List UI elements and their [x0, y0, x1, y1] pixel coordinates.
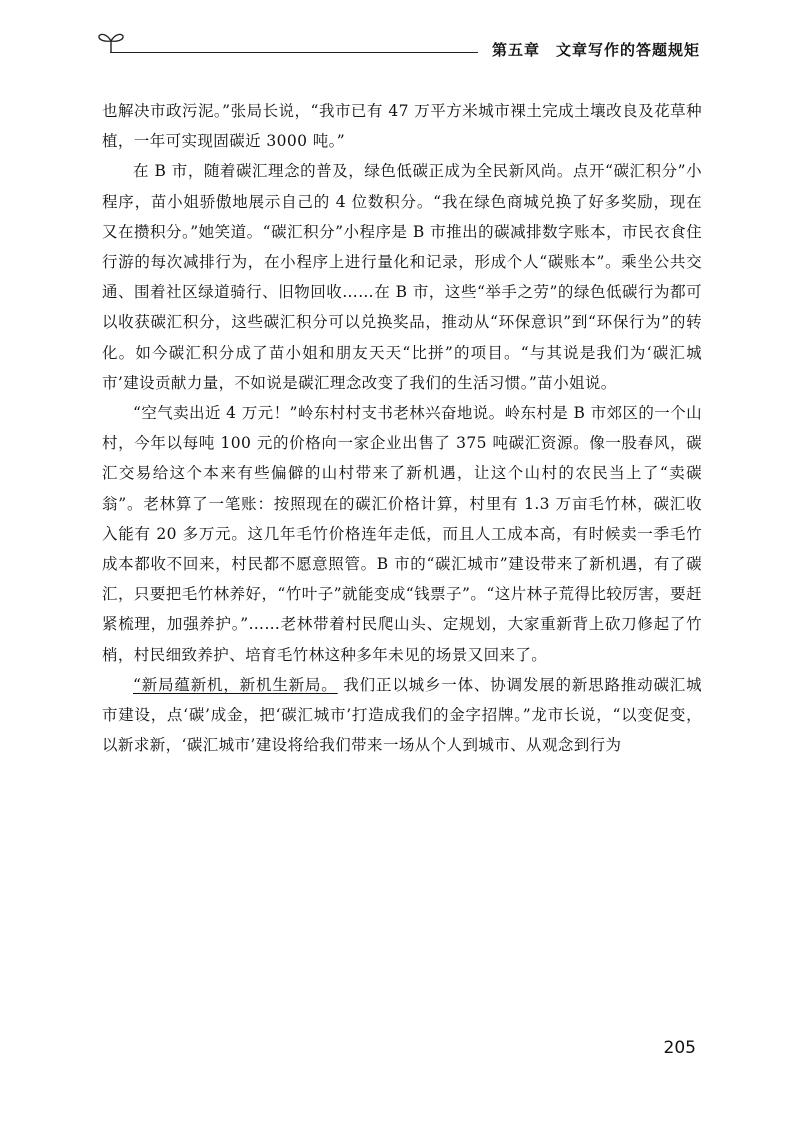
- paragraph-2: 在 B 市，随着碳汇理念的普及，绿色低碳正成为全民新风尚。点开“碳汇积分”小程序，苗小姐骄傲地展示自己的 4 位数积分。“我在绿色商城兑换了好多奖励，现在又在攒积分。”她笑道。“碳汇积分”小程序是 B 市推出的碳减排数字账本，市民衣食住行游的每次减排行为，在小程序上进行量化和记录，形成个人“碳账本”。乘坐公共交通、围着社区绿道骑行、旧物回收……在 B 市，这些“举手之劳”的绿色低碳行为都可以收获碳汇积分，这些碳汇积分可以兑换奖品，推动从“环保意识”到“环保行为”的转化。如今碳汇积分成了苗小姐和朋友天天“比拼”的项目。“与其说是我们为‘碳汇城市’建设贡献力量，不如说是碳汇理念改变了我们的生活习惯。”苗小姐说。: [102, 162, 702, 392]
- body-text: [102, 96, 702, 760]
- paragraph-3: “空气卖出近 4 万元！”岭东村村支书老林兴奋地说。岭东村是 B 市郊区的一个山村，今年以每吨 100 元的价格向一家企业出售了 375 吨碳汇资源。像一股春风，碳汇交易给这个本来有些偏僻的山村带来了新机遇，让这个山村的农民当上了“卖碳翁”。老林算了一笔账：按照现在的碳汇价格计算，村里有 1.3 万亩毛竹林，碳汇收入能有 20 多万元。这几年毛竹价格连年走低，而且人工成本高，有时候卖一季毛竹成本都收不回来，村民都不愿意照管。B 市的“碳汇城市”建设带来了新机遇，有了碳汇，只要把毛竹林养好，“竹叶子”就能变成“钱票子”。“这片林子荒得比较厉害，要赶紧梳理，加强养护。”……老林带着村民爬山头、定规划，大家重新背上砍刀修起了竹梢，村民细致养护、培育毛竹林这种多年未见的场景又回来了。: [102, 404, 702, 664]
- chapter-title: 文章写作的答题规矩: [555, 41, 700, 59]
- sprout-icon: [96, 30, 126, 54]
- paragraph-4-rest: 我们正以城乡一体、协调发展的新思路推动碳汇城市建设，点‘碳’成金，把‘碳汇城市’打造成我们的金字招牌。”龙市长说，“以变促变，以新求新，‘碳汇城市’建设将给我们带来一场从个人到城市、从观念到行为: [102, 675, 703, 755]
- paragraph-4: [102, 670, 702, 761]
- page-number: 205: [663, 1038, 696, 1058]
- chapter-number: 第五章: [491, 41, 540, 59]
- underlined-quote: “新局蕴新机，新机生新局。: [133, 675, 338, 694]
- header-rule: [110, 52, 478, 53]
- chapter-heading: [492, 39, 700, 60]
- running-header: [96, 30, 704, 70]
- paragraph-1: 也解决市政污泥。”张局长说，“我市已有 47 万平方米城市裸土完成土壤改良及花草种植，一年可实现固碳近 3000 吨。”: [102, 102, 702, 151]
